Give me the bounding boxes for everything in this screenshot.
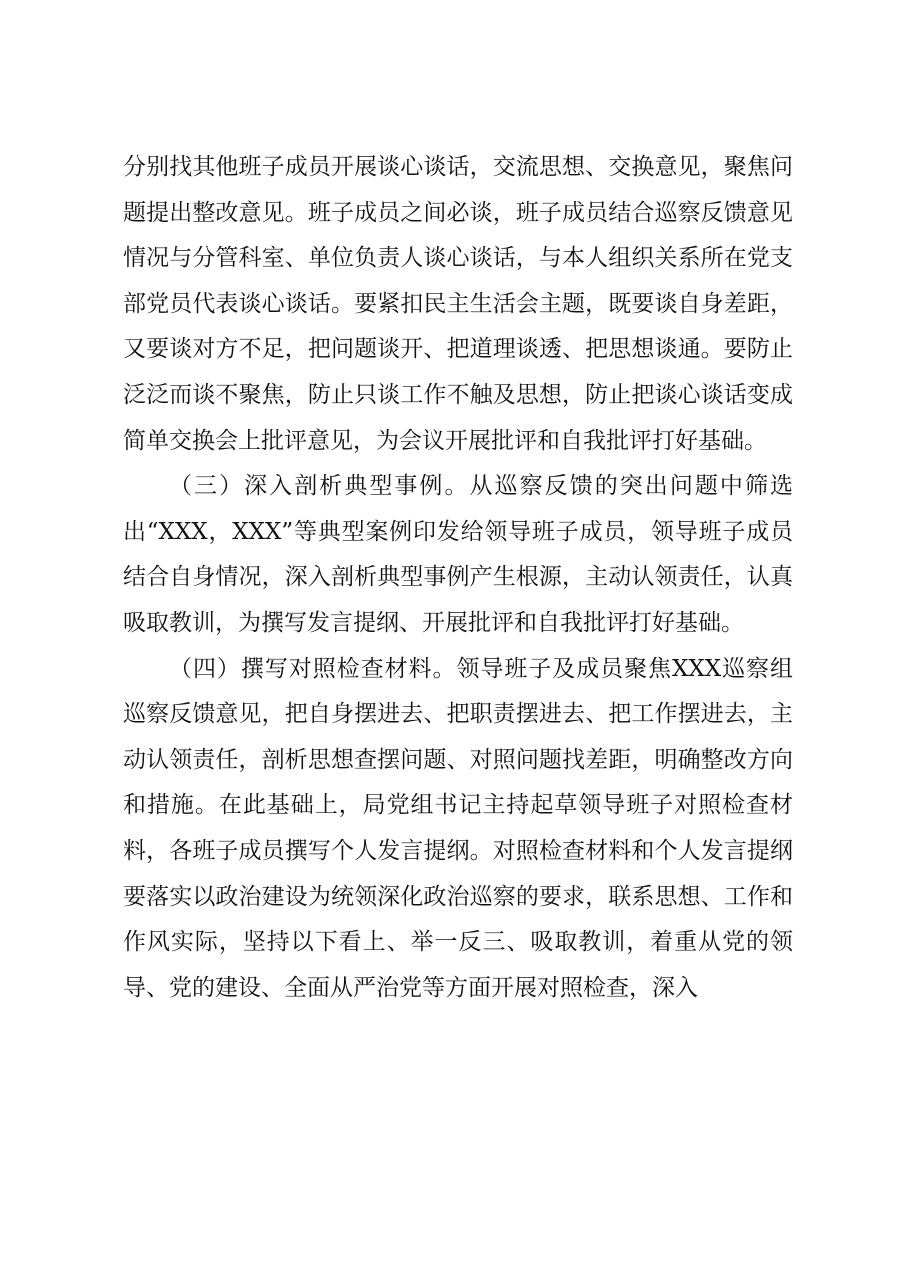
paragraph-section-three: （三）深入剖析典型事例。从巡察反馈的突出问题中筛选出“XXX，XXX”等典型案例印发给领导班子成员，领导班子成员结合自身情况，深入剖析典型事例产生根源，主动认领责任，认真吸取教训，为撰写发言提纲、开展批评和自我批评打好基础。 — [123, 473, 793, 636]
paragraph-section-four: （四）撰写对照检查材料。领导班子及成员聚焦XXX巡察组巡察反馈意见，把自身摆进去、把职责摆进去、把工作摆进去，主动认领责任，剖析思想查摆问题、对照问题找差距，明确整改方向和措施。在此基础上，局党组书记主持起草领导班子对照检查材料，各班子成员撰写个人发言提纲。对照检查材料和个人发言提纲要落实以政治建设为统领深化政治巡察的要求，联系思想、工作和作风实际，坚持以下看上、举一反三、吸取教训，着重从党的领导、党的建设、全面从严治党等方面开展对照检查，深入 — [123, 655, 793, 1001]
paragraph-talk-continuation: 分别找其他班子成员开展谈心谈话，交流思想、交换意见，聚焦问题提出整改意见。班子成员之间必谈，班子成员结合巡察反馈意见情况与分管科室、单位负责人谈心谈话，与本人组织关系所在党支部党员代表谈心谈话。要紧扣民主生活会主题，既要谈自身差距，又要谈对方不足，把问题谈开、把道理谈透、把思想谈通。要防止泛泛而谈不聚焦，防止只谈工作不触及思想，防止把谈心谈话变成简单交换会上批评意见，为会议开展批评和自我批评打好基础。 — [123, 154, 793, 454]
document-page — [123, 145, 793, 1011]
